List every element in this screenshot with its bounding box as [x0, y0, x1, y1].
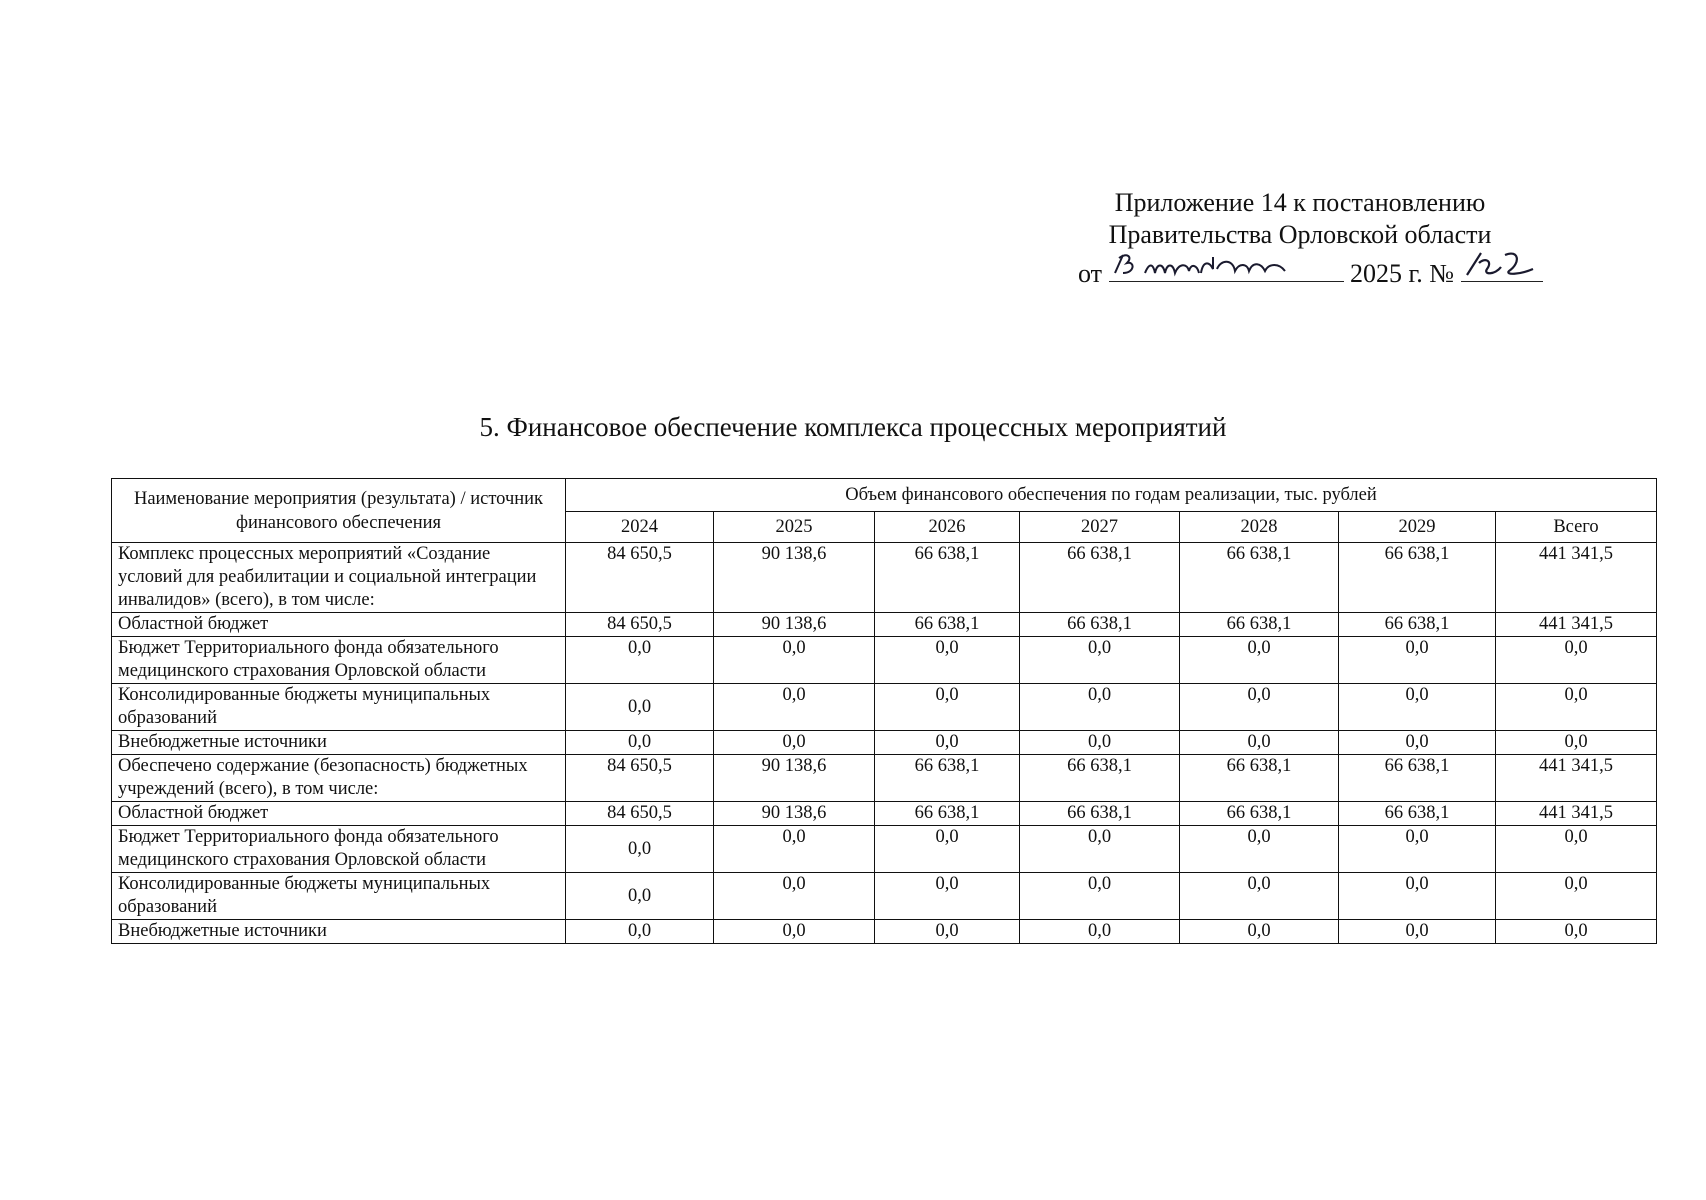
cell-value: 0,0 [1339, 826, 1496, 873]
cell-value: 0,0 [1020, 684, 1180, 731]
cell-value: 66 638,1 [1020, 755, 1180, 802]
header-year-2027: 2027 [1020, 512, 1180, 543]
cell-value: 0,0 [714, 684, 875, 731]
cell-value: 84 650,5 [566, 802, 714, 826]
row-name: Консолидированные бюджеты муниципальных образований [112, 684, 566, 731]
table-header-row [112, 479, 1657, 512]
cell-value: 0,0 [1180, 826, 1339, 873]
cell-total: 0,0 [1496, 920, 1657, 944]
cell-value: 0,0 [1339, 684, 1496, 731]
cell-total: 0,0 [1496, 684, 1657, 731]
cell-value: 0,0 [1339, 731, 1496, 755]
table-row [112, 613, 1657, 637]
cell-value: 0,0 [566, 637, 714, 684]
cell-value: 0,0 [1020, 637, 1180, 684]
section-title: 5. Финансовое обеспечение комплекса процессных мероприятий [479, 412, 1227, 442]
cell-total: 0,0 [1496, 731, 1657, 755]
cell-value: 0,0 [1339, 920, 1496, 944]
table-row [112, 920, 1657, 944]
table-row [112, 873, 1657, 920]
appendix-date-line [1020, 251, 1580, 290]
cell-value: 0,0 [1180, 731, 1339, 755]
appendix-line-1: Приложение 14 к постановлению [1114, 188, 1486, 217]
cell-value: 0,0 [875, 873, 1020, 920]
cell-value: 0,0 [1180, 684, 1339, 731]
handwritten-number-signature [1461, 249, 1543, 279]
row-name: Областной бюджет [112, 613, 566, 637]
cell-value: 66 638,1 [1020, 613, 1180, 637]
cell-value: 0,0 [1020, 873, 1180, 920]
cell-value: 66 638,1 [875, 755, 1020, 802]
cell-value: 0,0 [1020, 920, 1180, 944]
header-total: Всего [1496, 512, 1657, 543]
cell-value: 66 638,1 [1339, 802, 1496, 826]
cell-value: 84 650,5 [566, 543, 714, 613]
cell-value: 0,0 [1339, 873, 1496, 920]
cell-value: 66 638,1 [1339, 613, 1496, 637]
cell-value: 0,0 [875, 684, 1020, 731]
cell-value: 0,0 [566, 920, 714, 944]
header-name: Наименование мероприятия (результата) / источник финансового обеспечения [112, 479, 566, 543]
table-row [112, 543, 1657, 613]
cell-value: 66 638,1 [1180, 613, 1339, 637]
row-name: Бюджет Территориального фонда обязательного медицинского страхования Орловской области [112, 826, 566, 873]
table-row [112, 802, 1657, 826]
cell-value: 0,0 [1180, 637, 1339, 684]
financing-table [111, 478, 1657, 944]
appendix-line-2: Правительства Орловской области [1108, 220, 1492, 249]
header-year-2028: 2028 [1180, 512, 1339, 543]
cell-value: 90 138,6 [714, 755, 875, 802]
header-year-2026: 2026 [875, 512, 1020, 543]
cell-total: 0,0 [1496, 637, 1657, 684]
header-year-2024: 2024 [566, 512, 714, 543]
cell-value: 66 638,1 [1180, 543, 1339, 613]
cell-value: 84 650,5 [566, 613, 714, 637]
table-row [112, 731, 1657, 755]
cell-value: 0,0 [566, 873, 714, 920]
handwritten-date-signature [1109, 249, 1299, 279]
cell-value: 66 638,1 [875, 613, 1020, 637]
cell-value: 0,0 [714, 826, 875, 873]
row-name: Областной бюджет [112, 802, 566, 826]
cell-value: 0,0 [714, 731, 875, 755]
row-name: Обеспечено содержание (безопасность) бюджетных учреждений (всего), в том числе: [112, 755, 566, 802]
table-row [112, 826, 1657, 873]
cell-value: 0,0 [1020, 731, 1180, 755]
handwritten-date [1109, 251, 1344, 282]
cell-value: 0,0 [1020, 826, 1180, 873]
cell-total: 441 341,5 [1496, 613, 1657, 637]
cell-value: 0,0 [714, 873, 875, 920]
cell-value: 84 650,5 [566, 755, 714, 802]
cell-total: 441 341,5 [1496, 802, 1657, 826]
cell-total: 441 341,5 [1496, 543, 1657, 613]
cell-value: 90 138,6 [714, 543, 875, 613]
handwritten-number [1461, 251, 1543, 282]
cell-value: 66 638,1 [1180, 755, 1339, 802]
from-prefix: от [1078, 259, 1103, 288]
cell-value: 0,0 [714, 920, 875, 944]
row-name: Бюджет Территориального фонда обязательного медицинского страхования Орловской области [112, 637, 566, 684]
cell-value: 0,0 [566, 684, 714, 731]
row-name: Комплекс процессных мероприятий «Создание условий для реабилитации и социальной интеграции инвалидов» (всего), в том числе: [112, 543, 566, 613]
table-row [112, 755, 1657, 802]
cell-value: 0,0 [566, 731, 714, 755]
cell-value: 0,0 [875, 731, 1020, 755]
row-name: Внебюджетные источники [112, 920, 566, 944]
cell-value: 90 138,6 [714, 802, 875, 826]
cell-value: 66 638,1 [1339, 755, 1496, 802]
cell-value: 0,0 [1339, 637, 1496, 684]
row-name: Внебюджетные источники [112, 731, 566, 755]
cell-value: 66 638,1 [1339, 543, 1496, 613]
cell-value: 66 638,1 [1180, 802, 1339, 826]
cell-value: 66 638,1 [1020, 802, 1180, 826]
cell-total: 441 341,5 [1496, 755, 1657, 802]
cell-value: 0,0 [875, 826, 1020, 873]
year-number-label: 2025 г. № [1350, 259, 1455, 288]
row-name: Консолидированные бюджеты муниципальных образований [112, 873, 566, 920]
header-group: Объем финансового обеспечения по годам реализации, тыс. рублей [566, 479, 1657, 512]
cell-value: 0,0 [1180, 873, 1339, 920]
cell-value: 0,0 [566, 826, 714, 873]
appendix-block [1020, 187, 1580, 290]
cell-value: 90 138,6 [714, 613, 875, 637]
cell-value: 0,0 [875, 920, 1020, 944]
table-row [112, 637, 1657, 684]
cell-value: 0,0 [1180, 920, 1339, 944]
header-year-2029: 2029 [1339, 512, 1496, 543]
cell-value: 0,0 [875, 637, 1020, 684]
cell-value: 66 638,1 [1020, 543, 1180, 613]
cell-value: 0,0 [714, 637, 875, 684]
cell-value: 66 638,1 [875, 802, 1020, 826]
cell-value: 66 638,1 [875, 543, 1020, 613]
cell-total: 0,0 [1496, 826, 1657, 873]
cell-total: 0,0 [1496, 873, 1657, 920]
table-row [112, 684, 1657, 731]
header-year-2025: 2025 [714, 512, 875, 543]
